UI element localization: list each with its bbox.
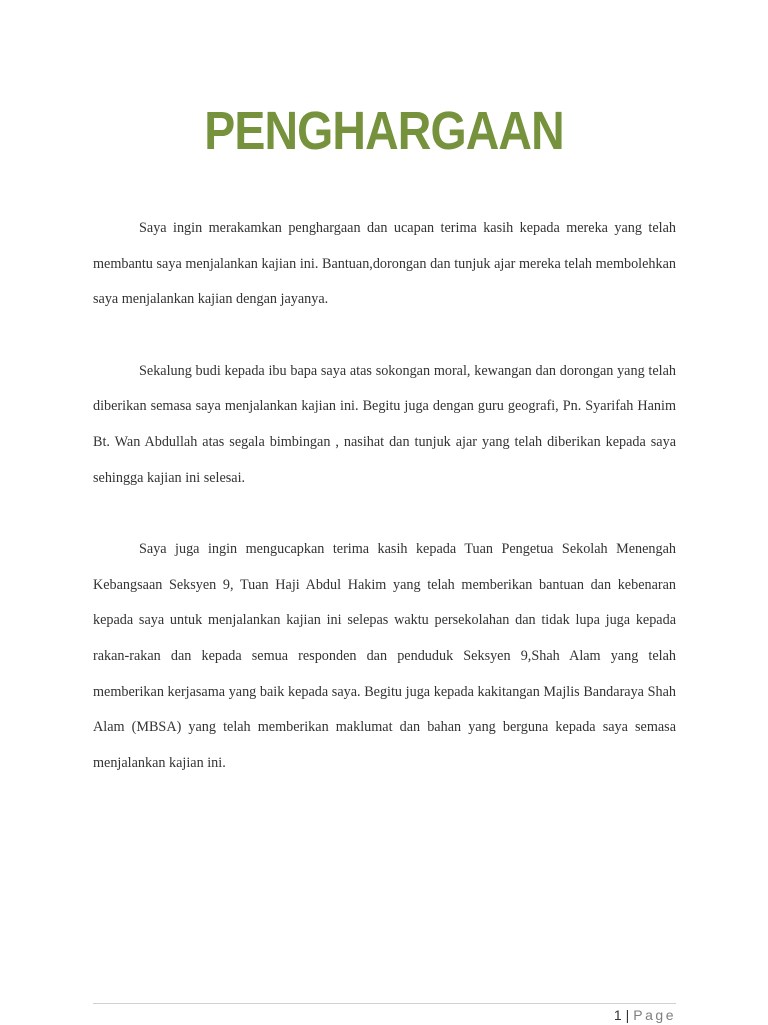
paragraph-principal-others: Saya juga ingin mengucapkan terima kasih kepada Tuan Pengetua Sekolah Menengah Kebangsaan Seksyen 9, Tuan Haji Abdul Hakim yang telah memberikan bantuan dan kebenaran kepada saya untuk menjalankan kajian ini selepas waktu persekolahan dan tidak lupa juga kepada rakan-rakan dan kepada semua responden dan penduduk Seksyen 9,Shah Alam yang telah memberikan kerjasama yang baik kepada saya. Begitu juga kepada kakitangan Majlis Bandaraya Shah Alam (MBSA) yang telah memberikan maklumat dan bahan yang berguna kepada saya semasa menjalankan kajian ini. [93, 540, 676, 772]
page-footer [614, 1005, 676, 1025]
page-label: Page [633, 1007, 676, 1023]
page-number: 1 [613, 1007, 622, 1023]
paragraph-intro: Saya ingin merakamkan penghargaan dan ucapan terima kasih kepada mereka yang telah membantu saya menjalankan kajian ini. Bantuan,dorongan dan tunjuk ajar mereka telah membolehkan saya menjalankan kajian dengan jayanya. [93, 220, 676, 308]
paragraph-parents-teacher: Sekalung budi kepada ibu bapa saya atas sokongan moral, kewangan dan dorongan yang telah diberikan semasa saya menjalankan kajian ini. Begitu juga dengan guru geografi, Pn. Syarifah Hanim Bt. Wan Abdullah atas segala bimbingan , nasihat dan tunjuk ajar yang telah diberikan kepada saya sehingga kajian ini selesai. [93, 362, 676, 486]
page-title: PENGHARGAAN [204, 101, 564, 161]
document-body [93, 211, 676, 817]
footer-separator: | [625, 1007, 630, 1023]
footer-divider [93, 1003, 676, 1004]
